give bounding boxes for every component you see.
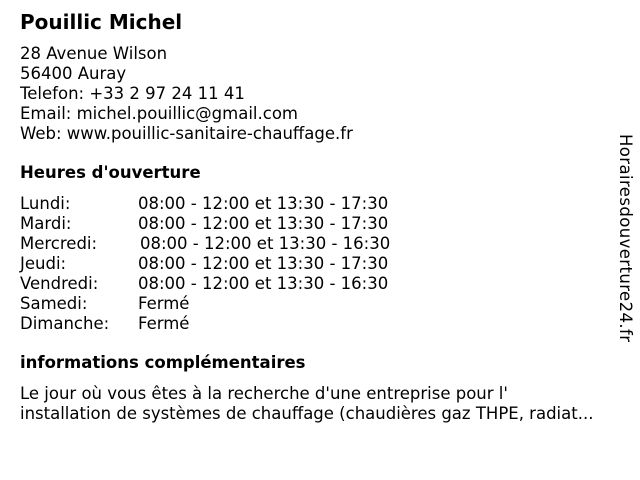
hours-heading: Heures d'ouverture [20, 163, 201, 182]
time-value: Fermé [138, 294, 190, 313]
day-label: Vendredi: [20, 274, 99, 293]
time-value: 08:00 - 12:00 et 13:30 - 17:30 [138, 254, 389, 273]
time-value: 08:00 - 12:00 et 13:30 - 17:30 [138, 214, 389, 233]
day-label: Lundi: [20, 194, 71, 213]
day-label: Jeudi: [20, 254, 67, 273]
address-city: 56400 Auray [20, 64, 127, 83]
web-line[interactable]: Web: www.pouillic-sanitaire-chauffage.fr [20, 124, 353, 143]
time-value: 08:00 - 12:00 et 13:30 - 16:30 [140, 234, 391, 253]
contact-block [20, 44, 353, 144]
day-label: Samedi: [20, 294, 88, 313]
info-line: installation de systèmes de chauffage (chaudières gaz THPE, radiat... [20, 404, 594, 423]
address-street: 28 Avenue Wilson [20, 44, 168, 63]
day-label: Mardi: [20, 214, 72, 233]
site-brand-vertical: Horairesdouverture24.fr [616, 134, 635, 343]
info-description [20, 384, 593, 424]
business-title: Pouillic Michel [20, 10, 183, 34]
email-line[interactable]: Email: michel.pouillic@gmail.com [20, 104, 298, 123]
time-value: 08:00 - 12:00 et 13:30 - 17:30 [138, 194, 389, 213]
info-line: Le jour où vous êtes à la recherche d'une entreprise pour l' [20, 384, 508, 403]
time-value: 08:00 - 12:00 et 13:30 - 16:30 [138, 274, 389, 293]
time-value: Fermé [138, 314, 190, 333]
day-label: Mercredi: [20, 234, 98, 253]
phone-line[interactable]: Telefon: +33 2 97 24 11 41 [20, 84, 245, 103]
info-heading: informations complémentaires [20, 353, 306, 372]
day-label: Dimanche: [20, 314, 110, 333]
